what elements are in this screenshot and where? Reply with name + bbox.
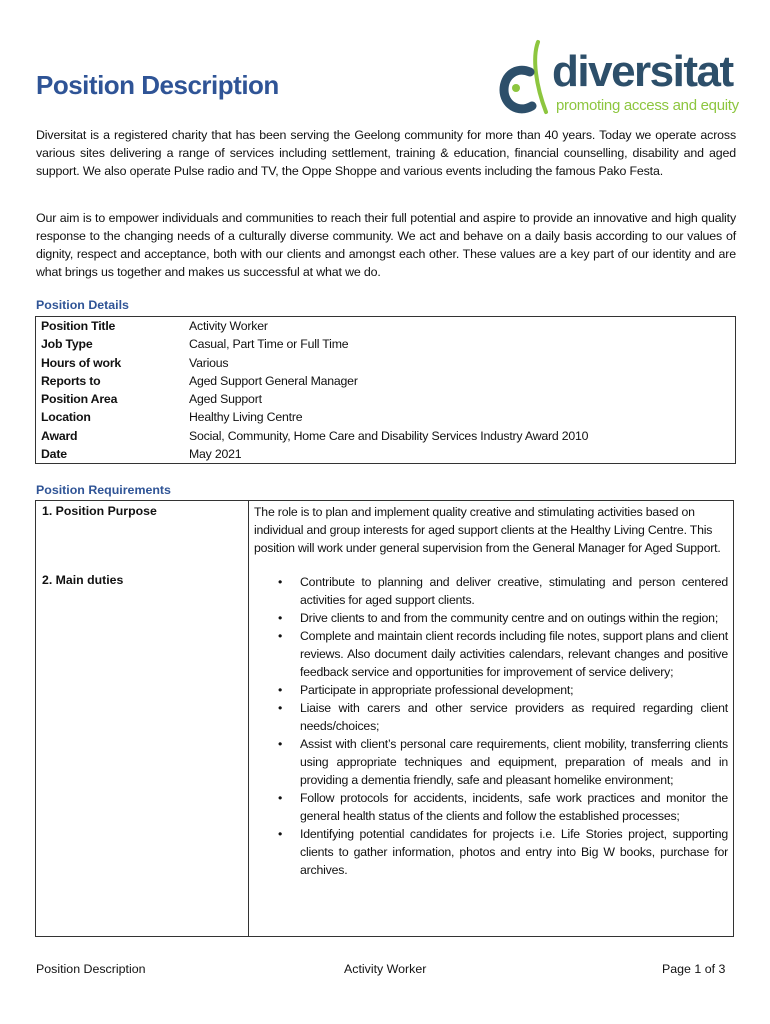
diversitat-logo <box>498 36 738 122</box>
footer-page-number: Page 1 of 3 <box>662 962 726 976</box>
duty-item <box>254 735 728 789</box>
duty-text: Participate in appropriate professional development; <box>300 683 574 697</box>
details-row-location <box>36 408 735 426</box>
details-row-position-title <box>36 317 735 335</box>
details-value: Aged Support General Manager <box>189 373 358 388</box>
duties-list <box>254 573 728 879</box>
logo-tagline: promoting access and equity <box>556 97 739 114</box>
details-value: Various <box>189 355 229 370</box>
bullet-icon: • <box>278 701 283 715</box>
details-label: Position Area <box>41 392 118 407</box>
details-value: Social, Community, Home Care and Disability Services Industry Award 2010 <box>189 428 589 443</box>
details-label: Reports to <box>41 373 101 388</box>
details-label: Location <box>41 410 91 425</box>
bullet-icon: • <box>278 791 283 805</box>
page-title: Position Description <box>36 70 279 100</box>
details-label: Award <box>41 428 78 443</box>
position-details-heading: Position Details <box>36 298 129 312</box>
bullet-icon: • <box>278 575 283 589</box>
position-requirements-table <box>35 500 734 937</box>
duty-text: Contribute to planning and deliver creative, stimulating and person centered activities for aged support clients. <box>300 575 728 607</box>
purpose-text: The role is to plan and implement quality creative and stimulating activities based on individual and group interests for aged support clients at the Healthy Living Centre. This position will work under general supervision from the General Manager for Aged Support. <box>254 505 721 555</box>
position-requirements-heading: Position Requirements <box>36 483 171 497</box>
duty-text: Assist with client’s personal care requirements, client mobility, transferring clients using appropriate techniques and equipment, preparation of meals and in providing a dementia friendly, safe and pleasant homelike environment; <box>300 737 728 787</box>
details-label: Hours of work <box>41 355 122 370</box>
duty-item <box>254 825 728 879</box>
duty-text: Follow protocols for accidents, incidents, safe work practices and monitor the general health status of the clients and follow the established processes; <box>300 791 728 823</box>
bullet-icon: • <box>278 611 283 625</box>
duty-text: Liaise with carers and other service providers as required regarding client needs/choices; <box>300 701 728 733</box>
duty-item <box>254 627 728 681</box>
details-row-position-area <box>36 390 735 408</box>
duty-item <box>254 681 728 699</box>
details-row-hours <box>36 354 735 372</box>
aim-paragraph: Our aim is to empower individuals and communities to reach their full potential and aspire to provide an innovative and high quality response to the changing needs of a culturally diverse community. We act and behave on a daily basis according to our values of dignity, respect and acceptance, both with our clients and amongst each other. These values are a key part of our identity and are what brings us together and makes us successful at what we do. <box>36 211 736 279</box>
bullet-icon: • <box>278 827 283 841</box>
duty-text: Drive clients to and from the community centre and on outings within the region; <box>300 611 719 625</box>
bullet-icon: • <box>278 737 283 751</box>
details-value: Healthy Living Centre <box>189 410 303 425</box>
duty-text: Identifying potential candidates for projects i.e. Life Stories project, supporting clients to gather information, photos and entry into Big W books, purchase for archives. <box>300 827 728 877</box>
duty-text: Complete and maintain client records including file notes, support plans and client reviews. Also document daily activities calendars, relevant changes and positive feedback service and opportunities for improvement of service delivery; <box>300 629 728 679</box>
purpose-label: 1. Position Purpose <box>42 504 157 518</box>
logo-wordmark: diversitat <box>552 47 733 96</box>
details-label: Date <box>41 447 67 462</box>
details-row-date <box>36 445 735 463</box>
details-value: Aged Support <box>189 392 262 407</box>
details-row-job-type <box>36 335 735 353</box>
duty-item <box>254 699 728 735</box>
details-row-award <box>36 427 735 445</box>
details-value: May 2021 <box>189 447 242 462</box>
bullet-icon: • <box>278 683 283 697</box>
intro-paragraph: Diversitat is a registered charity that has been serving the Geelong community for more than 40 years. Today we operate across various sites delivering a range of services including settlement, training & education, financial counselling, disability and aged support. We also operate Pulse radio and TV, the Oppe Shoppe and various events including the famous Pako Festa. <box>36 128 736 178</box>
duty-item <box>254 573 728 609</box>
footer-document-title: Position Description <box>36 962 146 976</box>
logo-mark-icon <box>498 36 558 122</box>
details-label: Position Title <box>41 319 116 333</box>
main-duties-label: 2. Main duties <box>42 573 124 587</box>
details-label: Job Type <box>41 337 93 352</box>
position-details-table <box>35 316 736 464</box>
footer-position-name: Activity Worker <box>344 962 427 976</box>
duty-item <box>254 789 728 825</box>
details-value: Activity Worker <box>189 319 268 333</box>
details-row-reports-to <box>36 372 735 390</box>
details-value: Casual, Part Time or Full Time <box>189 337 349 352</box>
bullet-icon: • <box>278 629 283 643</box>
column-divider <box>248 501 249 936</box>
duty-item <box>254 609 728 627</box>
